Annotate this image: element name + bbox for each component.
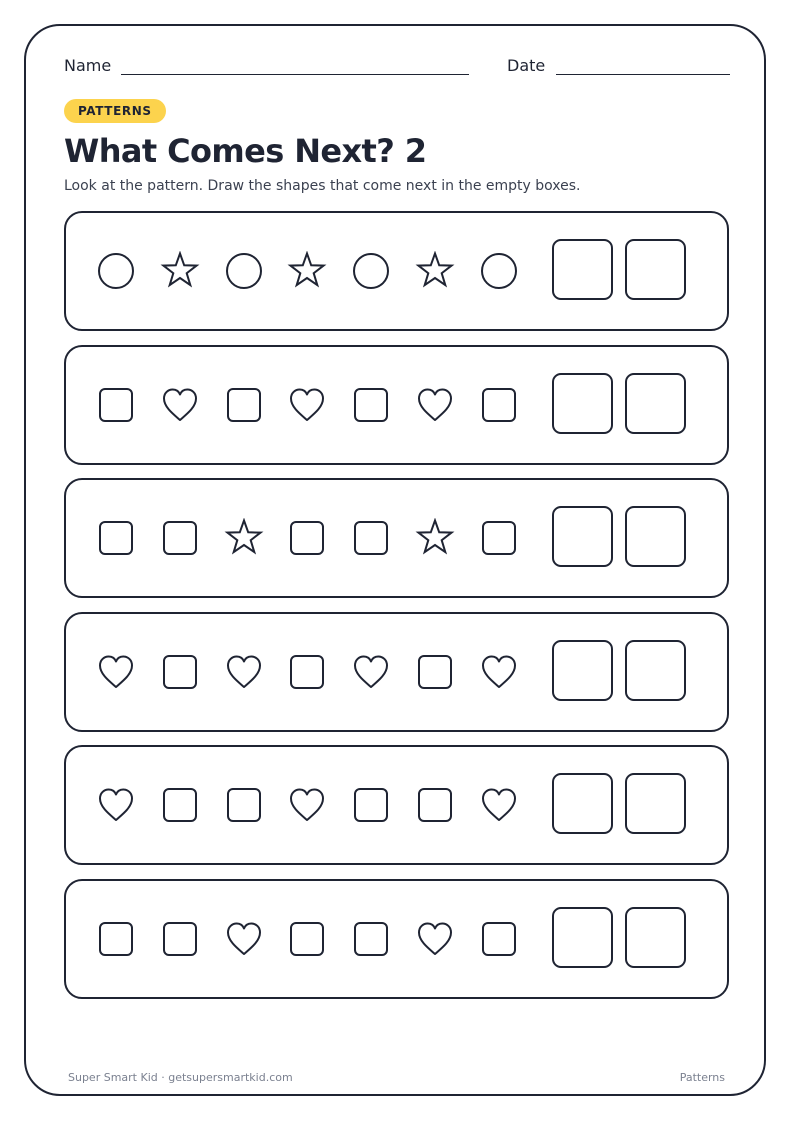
pattern-row <box>64 211 729 331</box>
category-badge: PATTERNS <box>64 99 166 123</box>
date-line[interactable] <box>556 74 730 75</box>
heart-icon <box>415 385 455 425</box>
square-icon <box>96 919 136 959</box>
name-date-row <box>64 56 730 80</box>
heart-icon <box>415 919 455 959</box>
heart-icon <box>479 785 519 825</box>
answer-box[interactable] <box>625 373 686 434</box>
square-icon <box>287 919 327 959</box>
answer-box[interactable] <box>625 239 686 300</box>
answer-box[interactable] <box>552 773 613 834</box>
footer-topic: Patterns <box>679 1071 725 1084</box>
square-icon <box>351 385 391 425</box>
pattern-row <box>64 745 729 865</box>
heart-icon <box>96 652 136 692</box>
name-label: Name <box>64 56 112 75</box>
footer-brand: Super Smart Kid · getsupersmartkid.com <box>68 1071 293 1084</box>
square-icon <box>224 385 264 425</box>
square-icon <box>160 518 200 558</box>
star-icon <box>160 251 200 291</box>
star-icon <box>287 251 327 291</box>
answer-box[interactable] <box>625 773 686 834</box>
answer-box[interactable] <box>552 373 613 434</box>
heart-icon <box>96 785 136 825</box>
heart-icon <box>479 652 519 692</box>
square-icon <box>415 785 455 825</box>
name-line[interactable] <box>121 74 469 75</box>
square-icon <box>415 652 455 692</box>
instructions: Look at the pattern. Draw the shapes that come next in the empty boxes. <box>64 178 581 194</box>
pattern-row <box>64 879 729 999</box>
answer-box[interactable] <box>552 239 613 300</box>
heart-icon <box>224 919 264 959</box>
heart-icon <box>224 652 264 692</box>
square-icon <box>479 919 519 959</box>
square-icon <box>224 785 264 825</box>
circle-icon <box>224 251 264 291</box>
heart-icon <box>351 652 391 692</box>
square-icon <box>160 919 200 959</box>
square-icon <box>96 518 136 558</box>
square-icon <box>160 785 200 825</box>
star-icon <box>415 518 455 558</box>
answer-box[interactable] <box>552 907 613 968</box>
circle-icon <box>96 251 136 291</box>
square-icon <box>96 385 136 425</box>
square-icon <box>479 385 519 425</box>
pattern-row <box>64 478 729 598</box>
square-icon <box>287 518 327 558</box>
answer-box[interactable] <box>625 506 686 567</box>
pattern-row <box>64 345 729 465</box>
square-icon <box>160 652 200 692</box>
star-icon <box>415 251 455 291</box>
heart-icon <box>287 785 327 825</box>
answer-box[interactable] <box>552 506 613 567</box>
answer-box[interactable] <box>552 640 613 701</box>
square-icon <box>351 919 391 959</box>
heart-icon <box>287 385 327 425</box>
circle-icon <box>479 251 519 291</box>
circle-icon <box>351 251 391 291</box>
star-icon <box>224 518 264 558</box>
page-title: What Comes Next? 2 <box>64 132 427 170</box>
pattern-row <box>64 612 729 732</box>
answer-box[interactable] <box>625 640 686 701</box>
square-icon <box>287 652 327 692</box>
date-label: Date <box>507 56 546 75</box>
square-icon <box>351 785 391 825</box>
square-icon <box>351 518 391 558</box>
square-icon <box>479 518 519 558</box>
heart-icon <box>160 385 200 425</box>
answer-box[interactable] <box>625 907 686 968</box>
